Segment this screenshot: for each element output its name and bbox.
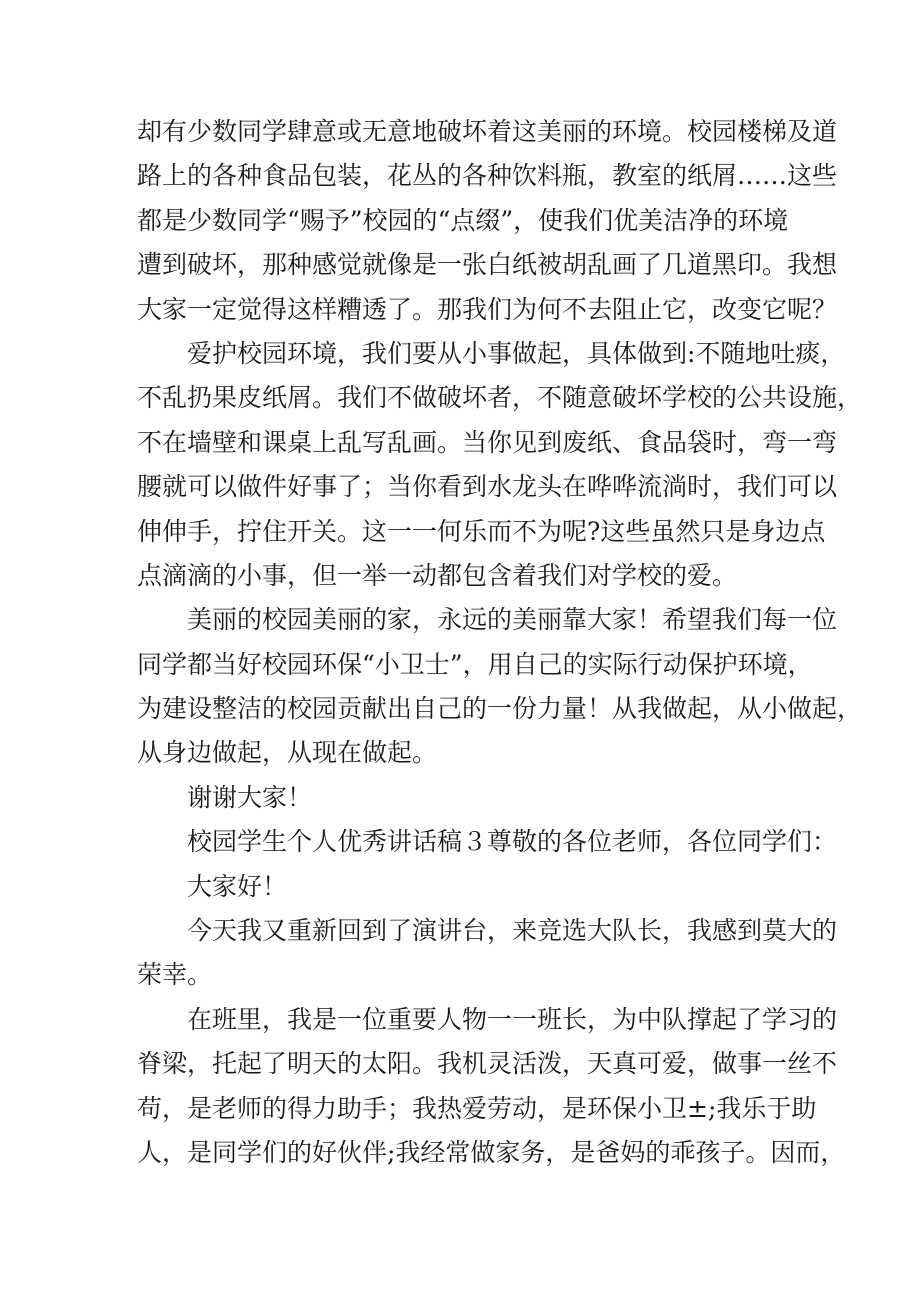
- text-line: 脊梁，托起了明天的太阳。我机灵活泼，天真可爱，做事一丝不: [137, 1049, 838, 1079]
- text-line: 苟，是老师的得力助手；我热爱劳动，是环保小卫±;我乐于助: [137, 1093, 817, 1123]
- text-line: 在班里，我是一位重要人物一一班长，为中队撑起了学习的: [187, 1004, 838, 1034]
- text-line: 不在墙壁和课桌上乱写乱画。当你见到废纸、食品袋时，弯一弯: [137, 427, 838, 457]
- text-line: 今天我又重新回到了演讲台，来竞选大队长，我感到莫大的: [187, 916, 838, 946]
- text-line: 美丽的校园美丽的家，永远的美丽靠大家！希望我们每一位: [187, 605, 838, 635]
- text-line: 为建设整洁的校园贡献出自己的一份力量！从我做起，从小做起，: [137, 694, 863, 724]
- document-body: [137, 110, 863, 1175]
- text-line: 伸伸手，拧住开关。这一一何乐而不为呢?这些虽然只是身边点: [137, 516, 826, 546]
- text-line: 同学都当好校园环保“小卫士”，用自己的实际行动保护环境，: [137, 649, 813, 679]
- text-line: 不乱扔果皮纸屑。我们不做破坏者，不随意破坏学校的公共设施，: [137, 383, 863, 413]
- text-line: 从身边做起，从现在做起。: [137, 738, 438, 768]
- text-line: 都是少数同学“赐予”校园的“点缀”，使我们优美洁净的环境: [137, 205, 789, 235]
- text-line: 却有少数同学肆意或无意地破坏着这美丽的环境。校园楼梯及道: [137, 117, 838, 146]
- text-line: 遭到破坏，那种感觉就像是一张白纸被胡乱画了几道黑印。我想: [137, 250, 838, 280]
- text-line: 路上的各种食品包装，花丛的各种饮料瓶，教室的纸屑……这些: [137, 161, 838, 191]
- text-line: 点滴滴的小事，但一举一动都包含着我们对学校的爱。: [137, 560, 738, 590]
- text-line: 腰就可以做件好事了；当你看到水龙头在哗哗流淌时，我们可以: [137, 472, 838, 502]
- text-line: 大家一定觉得这样糟透了。那我们为何不去阻止它，改变它呢？: [137, 294, 838, 324]
- text-line: 谢谢大家！: [187, 782, 313, 812]
- text-line: 校园学生个人优秀讲话稿３尊敬的各位老师，各位同学们：: [187, 827, 838, 857]
- text-line: 大家好！: [187, 871, 288, 901]
- text-line: 荣幸。: [137, 960, 213, 990]
- text-line: 人，是同学们的好伙伴;我经常做家务，是爸妈的乖孩子。因而，: [137, 1137, 846, 1167]
- text-line: 爱护校园环境，我们要从小事做起，具体做到:不随地吐痰，: [187, 338, 846, 368]
